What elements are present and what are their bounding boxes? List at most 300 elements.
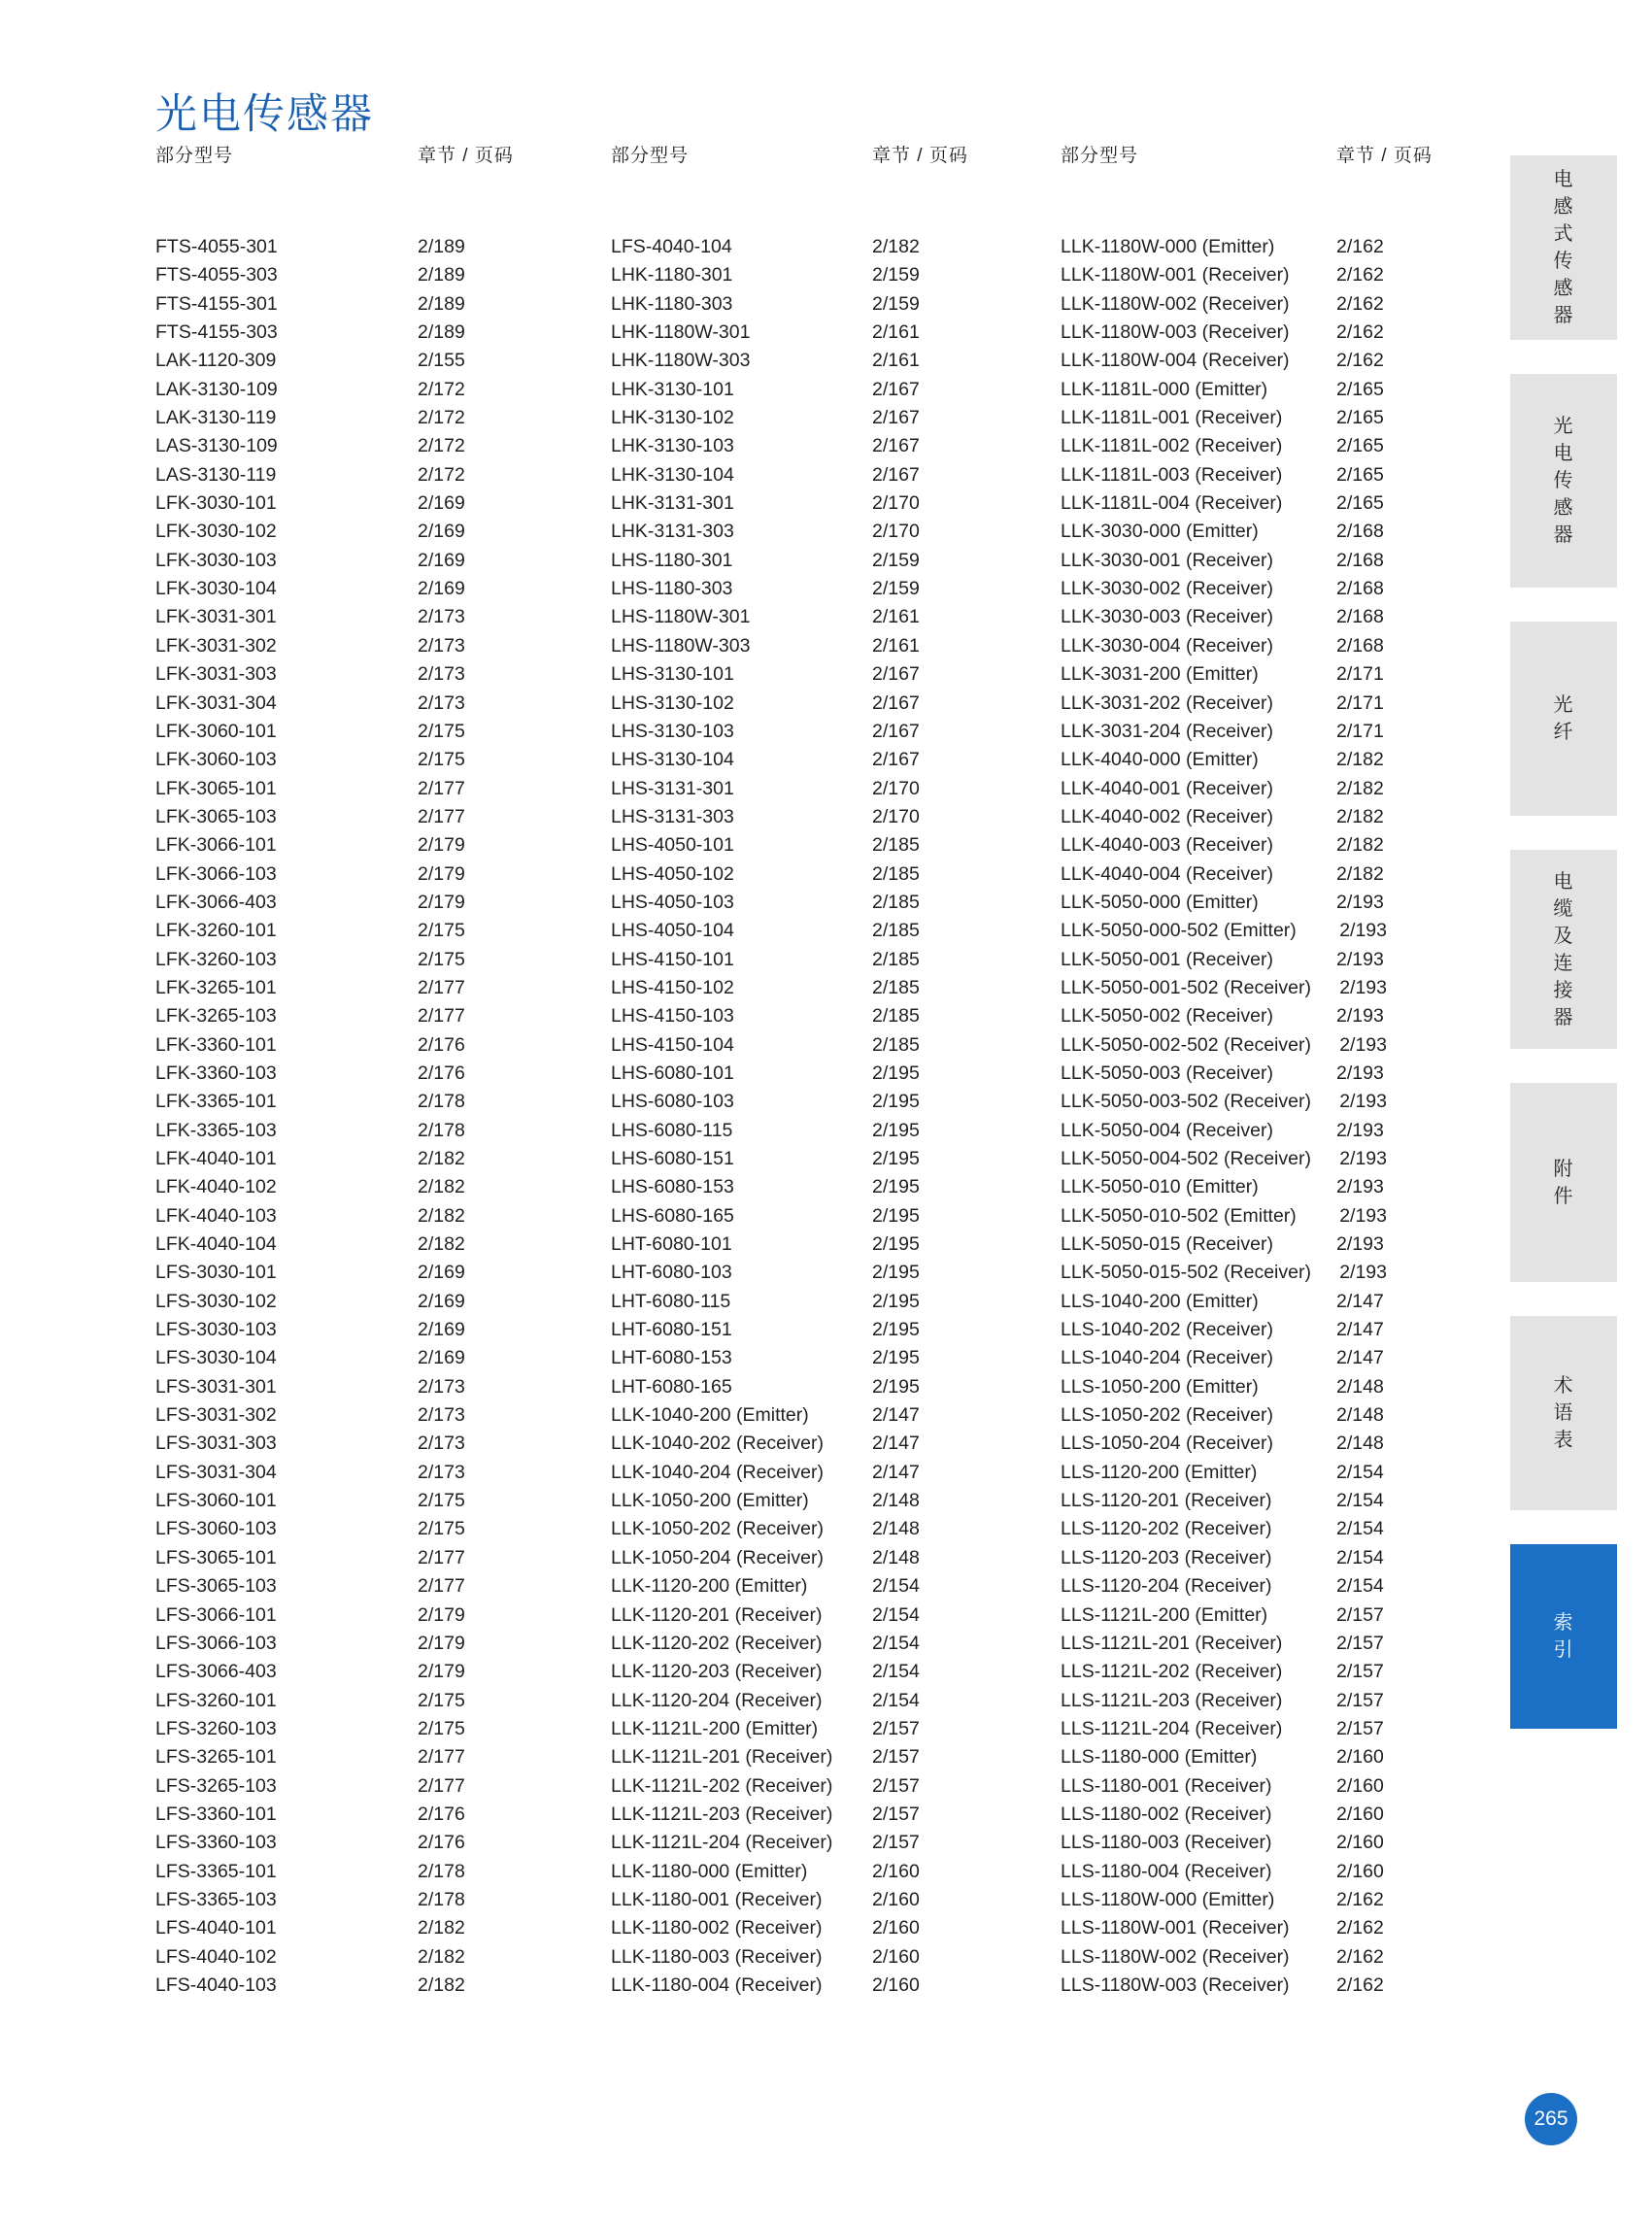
part-number: LLK-4040-004 (Receiver) bbox=[1061, 862, 1273, 885]
page-reference: 2/193 bbox=[1336, 948, 1384, 970]
page-reference: 2/182 bbox=[418, 1148, 465, 1169]
page-reference: 2/162 bbox=[1336, 350, 1384, 372]
page-reference: 2/173 bbox=[418, 691, 465, 714]
section-tab-3[interactable] bbox=[1510, 850, 1617, 1049]
part-number: LFS-3031-304 bbox=[155, 1461, 277, 1483]
page-reference: 2/195 bbox=[872, 1375, 920, 1398]
part-number: LHK-1180-303 bbox=[611, 292, 733, 315]
index-row bbox=[155, 489, 592, 518]
index-row bbox=[155, 1943, 592, 1972]
page-reference: 2/182 bbox=[418, 1917, 465, 1939]
page-reference: 2/157 bbox=[1336, 1632, 1384, 1654]
page-reference: 2/169 bbox=[418, 549, 465, 571]
part-number: LLK-1121L-200 (Emitter) bbox=[611, 1717, 819, 1739]
part-number: LFS-3066-101 bbox=[155, 1603, 277, 1626]
index-row bbox=[155, 1801, 592, 1829]
page-reference: 2/165 bbox=[1336, 378, 1384, 400]
index-row bbox=[1061, 718, 1498, 746]
index-row bbox=[155, 1230, 592, 1259]
index-row bbox=[1061, 575, 1498, 603]
index-row bbox=[611, 347, 1048, 375]
part-number: LHS-4150-104 bbox=[611, 1033, 734, 1056]
page-reference: 2/182 bbox=[418, 1973, 465, 1996]
index-row bbox=[611, 1202, 1048, 1230]
section-tab-0[interactable] bbox=[1510, 155, 1617, 340]
page-reference: 2/189 bbox=[418, 292, 465, 315]
part-number: LFK-3360-101 bbox=[155, 1033, 277, 1056]
index-row bbox=[611, 1459, 1048, 1487]
index-row bbox=[611, 1316, 1048, 1344]
page-reference: 2/148 bbox=[872, 1490, 920, 1512]
page-reference: 2/170 bbox=[872, 805, 920, 827]
part-number: LFS-3030-101 bbox=[155, 1262, 277, 1284]
page-reference: 2/178 bbox=[418, 1091, 465, 1113]
index-row bbox=[1061, 1373, 1498, 1401]
index-row bbox=[611, 1373, 1048, 1401]
page-reference: 2/182 bbox=[1336, 777, 1384, 799]
part-number: LAS-3130-119 bbox=[155, 463, 277, 486]
page-reference: 2/167 bbox=[872, 435, 920, 457]
part-number: LFS-3066-103 bbox=[155, 1632, 277, 1654]
index-row bbox=[155, 860, 592, 889]
index-row bbox=[1061, 261, 1498, 289]
page-reference: 2/179 bbox=[418, 834, 465, 857]
page-reference: 2/175 bbox=[418, 720, 465, 742]
index-row bbox=[155, 1117, 592, 1145]
part-number: LFS-4040-102 bbox=[155, 1945, 277, 1968]
page-reference: 2/176 bbox=[418, 1033, 465, 1056]
part-number: LLK-1180-000 (Emitter) bbox=[611, 1860, 808, 1882]
page-reference: 2/195 bbox=[872, 1062, 920, 1084]
page-reference: 2/160 bbox=[872, 1860, 920, 1882]
header-section-page-2: 章节 / 页码 bbox=[872, 146, 968, 166]
index-row bbox=[155, 831, 592, 860]
page-reference: 2/182 bbox=[1336, 805, 1384, 827]
index-row bbox=[155, 233, 592, 261]
part-number: LHT-6080-151 bbox=[611, 1319, 732, 1341]
part-number: LLK-5050-002-502 (Receiver) bbox=[1061, 1033, 1311, 1056]
page-reference: 2/182 bbox=[418, 1945, 465, 1968]
index-row bbox=[155, 319, 592, 347]
part-number: LLK-1040-204 (Receiver) bbox=[611, 1461, 824, 1483]
part-number: LFK-4040-101 bbox=[155, 1148, 277, 1169]
page-reference: 2/177 bbox=[418, 1746, 465, 1769]
page-reference: 2/179 bbox=[418, 891, 465, 913]
part-number: LLK-1040-200 (Emitter) bbox=[611, 1404, 809, 1427]
part-number: LFK-3030-103 bbox=[155, 549, 277, 571]
page-reference: 2/178 bbox=[418, 1888, 465, 1910]
section-tab-1[interactable] bbox=[1510, 374, 1617, 588]
index-row bbox=[1061, 1515, 1498, 1543]
page-reference: 2/162 bbox=[1336, 1945, 1384, 1968]
index-row bbox=[1061, 1401, 1498, 1430]
page-reference: 2/169 bbox=[418, 578, 465, 600]
index-row bbox=[155, 1972, 592, 2000]
page-reference: 2/170 bbox=[872, 492, 920, 515]
part-number: LLK-5050-015 (Receiver) bbox=[1061, 1233, 1273, 1256]
page-reference: 2/179 bbox=[418, 862, 465, 885]
index-row bbox=[611, 1088, 1048, 1116]
page-reference: 2/172 bbox=[418, 378, 465, 400]
index-row bbox=[1061, 319, 1498, 347]
index-row bbox=[611, 461, 1048, 489]
part-number: FTS-4155-301 bbox=[155, 292, 278, 315]
index-row bbox=[611, 946, 1048, 974]
index-row bbox=[155, 347, 592, 375]
part-number: LLK-1121L-204 (Receiver) bbox=[611, 1832, 833, 1854]
section-tab-label: 光纤 bbox=[1553, 694, 1574, 743]
part-number: LFS-3360-101 bbox=[155, 1803, 277, 1825]
page-reference: 2/167 bbox=[872, 691, 920, 714]
index-row bbox=[611, 1914, 1048, 1942]
index-row bbox=[611, 404, 1048, 432]
index-row bbox=[611, 1687, 1048, 1715]
index-row bbox=[611, 917, 1048, 945]
part-number: LLK-3030-003 (Receiver) bbox=[1061, 606, 1273, 628]
page-reference: 2/173 bbox=[418, 1433, 465, 1455]
index-row bbox=[611, 603, 1048, 631]
part-number: LLK-1121L-203 (Receiver) bbox=[611, 1803, 833, 1825]
page-reference: 2/168 bbox=[1336, 606, 1384, 628]
page-reference: 2/193 bbox=[1336, 1005, 1384, 1028]
part-number: LLS-1040-200 (Emitter) bbox=[1061, 1290, 1259, 1312]
part-number: LAS-3130-109 bbox=[155, 435, 278, 457]
index-row bbox=[155, 917, 592, 945]
page-reference: 2/185 bbox=[872, 891, 920, 913]
part-number: LFK-3030-101 bbox=[155, 492, 277, 515]
part-number: LLK-5050-001 (Receiver) bbox=[1061, 948, 1273, 970]
part-number: LLS-1180W-001 (Receiver) bbox=[1061, 1917, 1290, 1939]
part-number: LLS-1050-204 (Receiver) bbox=[1061, 1433, 1273, 1455]
part-number: LFS-3265-103 bbox=[155, 1774, 277, 1797]
index-row bbox=[155, 547, 592, 575]
index-row bbox=[155, 746, 592, 774]
index-row bbox=[611, 1858, 1048, 1886]
index-row bbox=[155, 290, 592, 319]
index-column-2 bbox=[611, 233, 1048, 2000]
page-reference: 2/193 bbox=[1336, 1176, 1384, 1198]
index-row bbox=[611, 1772, 1048, 1801]
index-row bbox=[611, 1487, 1048, 1515]
index-row bbox=[155, 1088, 592, 1116]
part-number: FTS-4055-303 bbox=[155, 264, 278, 287]
part-number: LHT-6080-103 bbox=[611, 1262, 732, 1284]
index-row bbox=[611, 775, 1048, 803]
part-number: LLK-3030-002 (Receiver) bbox=[1061, 578, 1273, 600]
part-number: LLK-5050-010 (Emitter) bbox=[1061, 1176, 1259, 1198]
index-row bbox=[155, 775, 592, 803]
index-row bbox=[611, 632, 1048, 660]
part-number: LLK-3030-000 (Emitter) bbox=[1061, 521, 1259, 543]
page-reference: 2/185 bbox=[872, 948, 920, 970]
index-row bbox=[1061, 632, 1498, 660]
index-row bbox=[155, 1687, 592, 1715]
part-number: LLS-1180W-000 (Emitter) bbox=[1061, 1888, 1275, 1910]
index-row bbox=[611, 1401, 1048, 1430]
index-row bbox=[1061, 518, 1498, 546]
part-number: LFS-3360-103 bbox=[155, 1832, 277, 1854]
index-row bbox=[611, 1230, 1048, 1259]
index-row bbox=[611, 1801, 1048, 1829]
page-reference: 2/195 bbox=[872, 1233, 920, 1256]
index-row bbox=[611, 746, 1048, 774]
page-reference: 2/182 bbox=[418, 1176, 465, 1198]
part-number: LLK-3031-202 (Receiver) bbox=[1061, 691, 1273, 714]
index-row bbox=[1061, 860, 1498, 889]
part-number: LFS-4040-103 bbox=[155, 1973, 277, 1996]
index-row bbox=[155, 1886, 592, 1914]
page-reference: 2/185 bbox=[872, 834, 920, 857]
index-row bbox=[155, 974, 592, 1002]
page-reference: 2/157 bbox=[872, 1832, 920, 1854]
part-number: LFS-3030-104 bbox=[155, 1347, 277, 1369]
header-part-1: 部分型号 bbox=[155, 146, 234, 166]
page-reference: 2/193 bbox=[1339, 1033, 1387, 1056]
page-reference: 2/154 bbox=[872, 1661, 920, 1683]
index-row bbox=[155, 1544, 592, 1572]
page-reference: 2/182 bbox=[1336, 862, 1384, 885]
page-reference: 2/189 bbox=[418, 236, 465, 257]
part-number: LHS-3130-102 bbox=[611, 691, 734, 714]
part-number: LLK-5050-002 (Receiver) bbox=[1061, 1005, 1273, 1028]
page-reference: 2/160 bbox=[872, 1917, 920, 1939]
part-number: LLS-1040-202 (Receiver) bbox=[1061, 1319, 1273, 1341]
index-row bbox=[1061, 1743, 1498, 1771]
index-row bbox=[611, 1515, 1048, 1543]
page-reference: 2/162 bbox=[1336, 292, 1384, 315]
index-row bbox=[155, 1202, 592, 1230]
index-row bbox=[1061, 461, 1498, 489]
part-number: LFS-3065-101 bbox=[155, 1546, 277, 1568]
index-row bbox=[611, 889, 1048, 917]
page-reference: 2/175 bbox=[418, 749, 465, 771]
index-row bbox=[155, 1373, 592, 1401]
index-row bbox=[155, 1259, 592, 1287]
index-row bbox=[1061, 1202, 1498, 1230]
page-reference: 2/195 bbox=[872, 1148, 920, 1169]
index-row bbox=[1061, 803, 1498, 831]
part-number: LLK-1180W-001 (Receiver) bbox=[1061, 264, 1290, 287]
part-number: LHK-3130-104 bbox=[611, 463, 734, 486]
index-row bbox=[1061, 690, 1498, 718]
index-row bbox=[611, 1943, 1048, 1972]
page-reference: 2/182 bbox=[418, 1233, 465, 1256]
page-reference: 2/162 bbox=[1336, 236, 1384, 257]
part-number: LFS-3365-103 bbox=[155, 1888, 277, 1910]
part-number: LFK-3031-304 bbox=[155, 691, 277, 714]
part-number: LLK-1180-003 (Receiver) bbox=[611, 1945, 823, 1968]
part-number: LLS-1180-004 (Receiver) bbox=[1061, 1860, 1272, 1882]
index-row bbox=[611, 1173, 1048, 1201]
page-reference: 2/157 bbox=[1336, 1717, 1384, 1739]
page-reference: 2/193 bbox=[1336, 1119, 1384, 1141]
page-reference: 2/157 bbox=[872, 1803, 920, 1825]
part-number: LFS-4040-104 bbox=[611, 236, 732, 257]
index-row bbox=[155, 1145, 592, 1173]
part-number: LAK-1120-309 bbox=[155, 350, 277, 372]
page-reference: 2/169 bbox=[418, 1262, 465, 1284]
section-tab-5[interactable] bbox=[1510, 1316, 1617, 1510]
index-row bbox=[611, 233, 1048, 261]
part-number: LLS-1180W-003 (Receiver) bbox=[1061, 1973, 1290, 1996]
page-reference: 2/177 bbox=[418, 805, 465, 827]
part-number: FTS-4155-303 bbox=[155, 321, 278, 344]
part-number: LHT-6080-153 bbox=[611, 1347, 732, 1369]
part-number: LHS-4050-102 bbox=[611, 862, 734, 885]
index-row bbox=[1061, 1601, 1498, 1630]
page-reference: 2/154 bbox=[1336, 1461, 1384, 1483]
index-row bbox=[1061, 489, 1498, 518]
page-reference: 2/168 bbox=[1336, 634, 1384, 657]
part-number: LLK-1180W-000 (Emitter) bbox=[1061, 236, 1275, 257]
part-number: LHS-1180-303 bbox=[611, 578, 733, 600]
part-number: LFK-3265-103 bbox=[155, 1005, 277, 1028]
index-row bbox=[155, 1772, 592, 1801]
part-number: LFK-3060-101 bbox=[155, 720, 277, 742]
index-row bbox=[1061, 1288, 1498, 1316]
page-reference: 2/172 bbox=[418, 463, 465, 486]
page-reference: 2/189 bbox=[418, 321, 465, 344]
index-row bbox=[611, 1060, 1048, 1088]
index-row bbox=[611, 1715, 1048, 1743]
part-number: LLK-3031-200 (Emitter) bbox=[1061, 663, 1259, 686]
page-reference: 2/167 bbox=[872, 749, 920, 771]
page-reference: 2/160 bbox=[1336, 1832, 1384, 1854]
page-reference: 2/154 bbox=[1336, 1518, 1384, 1540]
index-row bbox=[1061, 1230, 1498, 1259]
page-reference: 2/195 bbox=[872, 1262, 920, 1284]
section-tab-4[interactable] bbox=[1510, 1083, 1617, 1282]
page-reference: 2/161 bbox=[872, 321, 920, 344]
part-number: LFS-3031-303 bbox=[155, 1433, 277, 1455]
index-row bbox=[155, 1829, 592, 1857]
part-number: LLK-1180-002 (Receiver) bbox=[611, 1917, 823, 1939]
part-number: LHK-1180-301 bbox=[611, 264, 733, 287]
index-row bbox=[155, 1288, 592, 1316]
part-number: LFS-3065-103 bbox=[155, 1575, 277, 1598]
page-reference: 2/179 bbox=[418, 1661, 465, 1683]
part-number: LFS-3060-101 bbox=[155, 1490, 277, 1512]
index-row bbox=[1061, 547, 1498, 575]
section-tab-label: 附件 bbox=[1553, 1158, 1574, 1207]
page-reference: 2/159 bbox=[872, 292, 920, 315]
index-row bbox=[611, 1430, 1048, 1458]
page-reference: 2/185 bbox=[872, 920, 920, 942]
part-number: LFK-3030-104 bbox=[155, 578, 277, 600]
part-number: LLK-5050-003 (Receiver) bbox=[1061, 1062, 1273, 1084]
page-reference: 2/177 bbox=[418, 777, 465, 799]
page-reference: 2/171 bbox=[1336, 691, 1384, 714]
index-row bbox=[1061, 347, 1498, 375]
page-reference: 2/157 bbox=[1336, 1603, 1384, 1626]
index-row bbox=[1061, 889, 1498, 917]
page-reference: 2/165 bbox=[1336, 407, 1384, 429]
part-number: LLK-1181L-000 (Emitter) bbox=[1061, 378, 1268, 400]
page-reference: 2/173 bbox=[418, 1375, 465, 1398]
part-number: LHT-6080-101 bbox=[611, 1233, 732, 1256]
index-row bbox=[1061, 1259, 1498, 1287]
part-number: LFS-3031-302 bbox=[155, 1404, 277, 1427]
index-row bbox=[155, 404, 592, 432]
index-row bbox=[155, 261, 592, 289]
page-reference: 2/169 bbox=[418, 1347, 465, 1369]
index-row bbox=[155, 889, 592, 917]
part-number: LHK-1180W-301 bbox=[611, 321, 751, 344]
part-number: LFK-3360-103 bbox=[155, 1062, 277, 1084]
page-reference: 2/193 bbox=[1336, 1062, 1384, 1084]
part-number: LFK-4040-103 bbox=[155, 1204, 277, 1227]
page-reference: 2/182 bbox=[1336, 749, 1384, 771]
page-reference: 2/173 bbox=[418, 1404, 465, 1427]
index-row bbox=[155, 1630, 592, 1658]
part-number: LHS-6080-165 bbox=[611, 1204, 734, 1227]
part-number: LFS-3030-102 bbox=[155, 1290, 277, 1312]
page-reference: 2/147 bbox=[1336, 1347, 1384, 1369]
page-reference: 2/170 bbox=[872, 777, 920, 799]
page-reference: 2/154 bbox=[872, 1689, 920, 1711]
part-number: LFK-3265-101 bbox=[155, 976, 277, 998]
page-reference: 2/170 bbox=[872, 521, 920, 543]
index-row bbox=[155, 461, 592, 489]
index-row bbox=[611, 1630, 1048, 1658]
index-row bbox=[611, 1344, 1048, 1372]
part-number: LLK-1120-200 (Emitter) bbox=[611, 1575, 808, 1598]
index-row bbox=[1061, 660, 1498, 689]
page-reference: 2/185 bbox=[872, 1033, 920, 1056]
index-row bbox=[1061, 775, 1498, 803]
index-row bbox=[1061, 404, 1498, 432]
index-row bbox=[611, 718, 1048, 746]
page-reference: 2/168 bbox=[1336, 578, 1384, 600]
part-number: LLS-1121L-201 (Receiver) bbox=[1061, 1632, 1283, 1654]
index-row bbox=[1061, 1088, 1498, 1116]
index-row bbox=[611, 432, 1048, 460]
page-reference: 2/182 bbox=[418, 1204, 465, 1227]
index-row bbox=[155, 1572, 592, 1601]
index-column-1 bbox=[155, 233, 592, 2000]
part-number: LHS-4050-103 bbox=[611, 891, 734, 913]
index-row bbox=[1061, 1886, 1498, 1914]
page-reference: 2/189 bbox=[418, 264, 465, 287]
section-tab-6[interactable] bbox=[1510, 1544, 1617, 1729]
index-row bbox=[155, 1173, 592, 1201]
index-row bbox=[1061, 746, 1498, 774]
part-number: LLK-1120-201 (Receiver) bbox=[611, 1603, 823, 1626]
page-reference: 2/161 bbox=[872, 634, 920, 657]
index-row bbox=[611, 575, 1048, 603]
part-number: LHK-3130-101 bbox=[611, 378, 734, 400]
part-number: LLK-4040-000 (Emitter) bbox=[1061, 749, 1259, 771]
index-row bbox=[1061, 1943, 1498, 1972]
index-row bbox=[611, 376, 1048, 404]
page-reference: 2/154 bbox=[1336, 1546, 1384, 1568]
index-row bbox=[155, 1060, 592, 1088]
page-reference: 2/171 bbox=[1336, 663, 1384, 686]
index-row bbox=[611, 290, 1048, 319]
index-row bbox=[611, 319, 1048, 347]
index-row bbox=[1061, 1715, 1498, 1743]
part-number: LHK-3131-303 bbox=[611, 521, 734, 543]
index-row bbox=[155, 1316, 592, 1344]
index-row bbox=[611, 1002, 1048, 1030]
section-tab-2[interactable] bbox=[1510, 622, 1617, 816]
index-row bbox=[611, 489, 1048, 518]
page-reference: 2/193 bbox=[1336, 891, 1384, 913]
index-row bbox=[155, 718, 592, 746]
part-number: LFK-3260-103 bbox=[155, 948, 277, 970]
part-number: LLS-1050-202 (Receiver) bbox=[1061, 1404, 1273, 1427]
page-reference: 2/162 bbox=[1336, 1973, 1384, 1996]
